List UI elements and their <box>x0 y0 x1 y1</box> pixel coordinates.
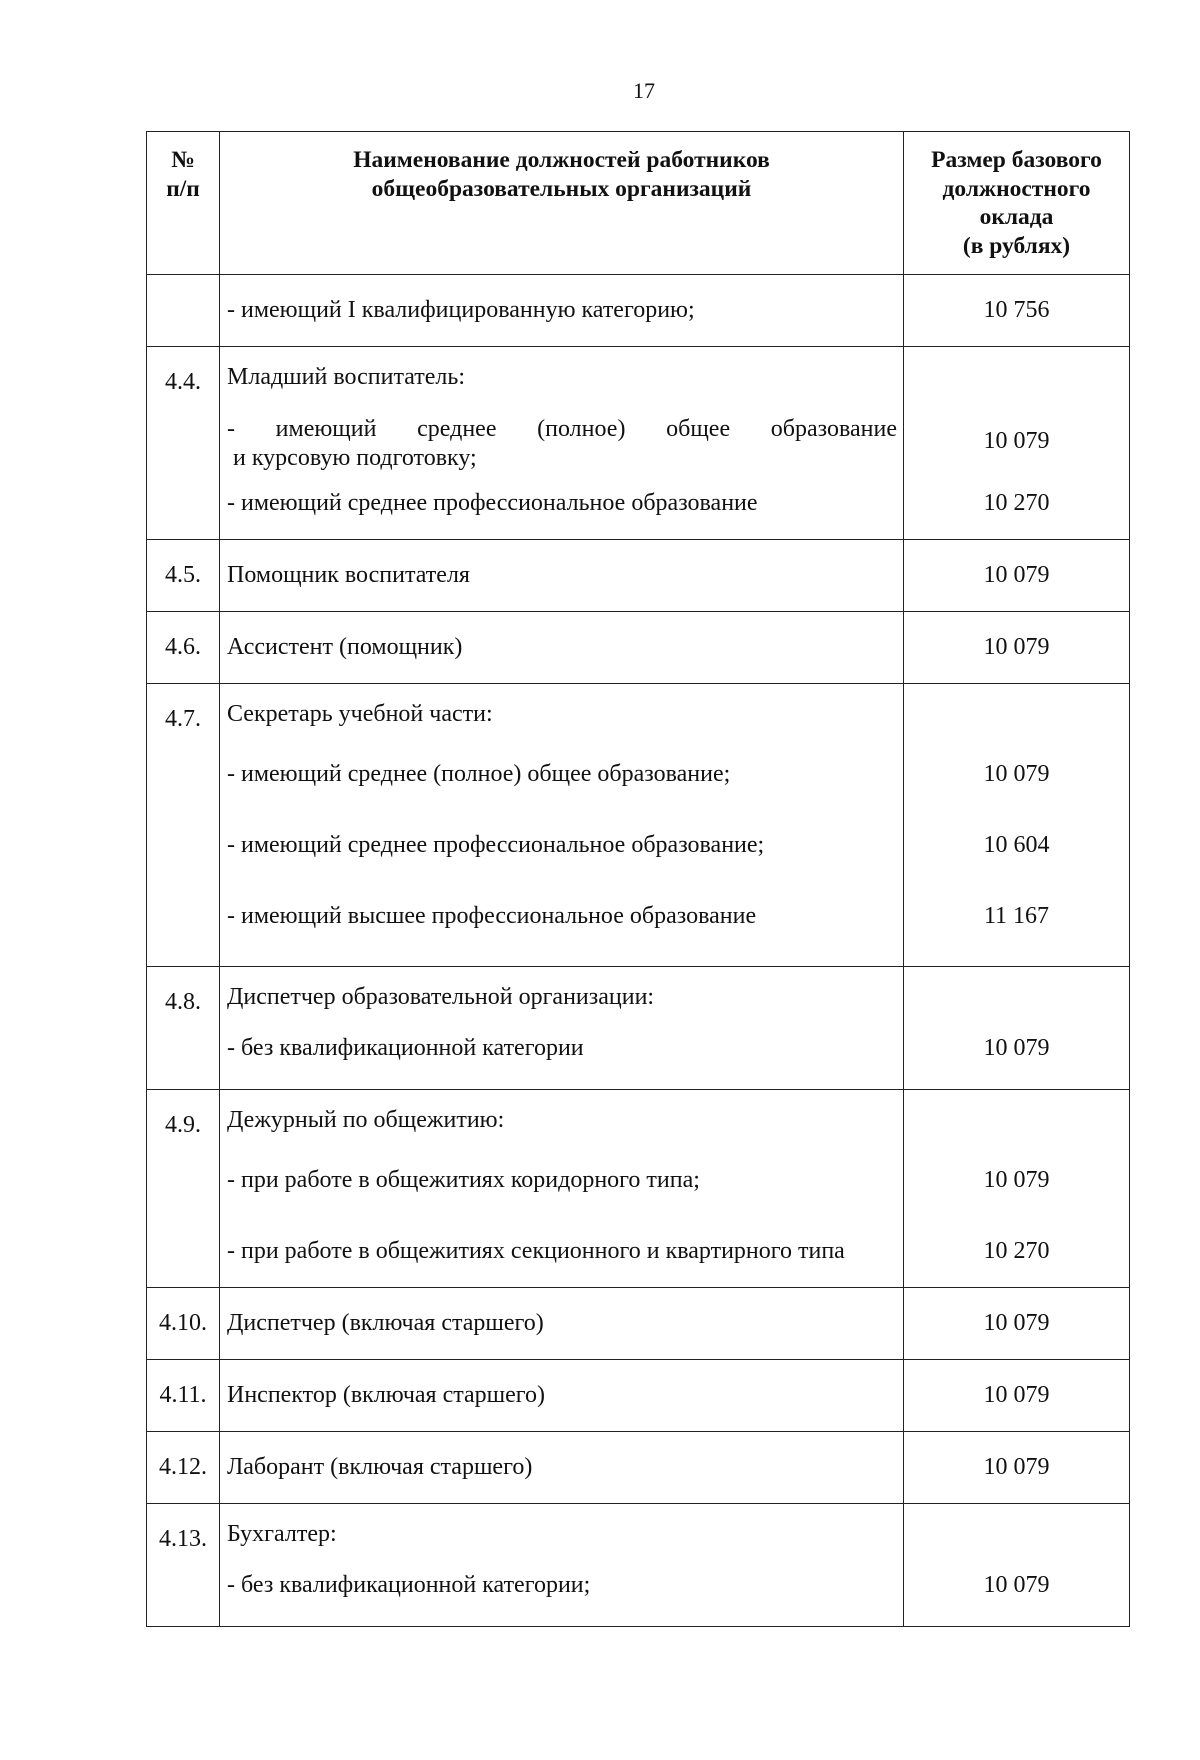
row-name-cell <box>220 540 904 612</box>
row-number-cell <box>147 967 220 1090</box>
table-row <box>147 1432 1130 1504</box>
row-title: Ассистент (помощник) <box>227 634 463 660</box>
row-number: 4.5. <box>165 562 201 588</box>
header-number-symbol: № <box>171 147 195 173</box>
row-value: 10 079 <box>983 761 1050 787</box>
header-number-abbrev: п/п <box>166 175 200 202</box>
row-name-cell <box>220 347 904 540</box>
row-name-cell <box>220 1288 904 1360</box>
row-number: 4.11. <box>159 1382 207 1408</box>
row-name-cell <box>220 684 904 967</box>
row-value: 10 079 <box>983 1572 1050 1598</box>
table-header-row <box>147 132 1130 275</box>
salary-table <box>146 131 1130 1627</box>
row-value: 10 270 <box>983 1238 1050 1264</box>
row-number-cell <box>147 1504 220 1627</box>
table-row <box>147 1504 1130 1627</box>
row-number-cell <box>147 347 220 540</box>
row-name-cell <box>220 1090 904 1288</box>
row-value-cell <box>904 684 1130 967</box>
row-value-cell <box>904 1432 1130 1504</box>
row-title: Помощник воспитателя <box>227 562 470 588</box>
header-value-line2: должностного <box>942 175 1091 202</box>
row-value: 10 756 <box>983 297 1050 323</box>
table-row <box>147 347 1130 540</box>
row-number: 4.8. <box>165 989 201 1015</box>
header-value-line4: (в рублях) <box>962 232 1071 259</box>
row-item-text: - без квалификационной категории; <box>227 1572 591 1598</box>
row-value: 10 079 <box>983 562 1050 588</box>
row-title: Секретарь учебной части: <box>227 701 493 727</box>
table-row <box>147 684 1130 967</box>
row-value-cell <box>904 275 1130 347</box>
header-value-column <box>904 132 1130 275</box>
table-row <box>147 540 1130 612</box>
row-value-cell <box>904 1360 1130 1432</box>
row-number: 4.13. <box>159 1526 207 1552</box>
row-value-cell <box>904 1504 1130 1627</box>
row-title: Бухгалтер: <box>227 1521 337 1547</box>
row-value-spacer <box>904 347 1129 407</box>
row-title: Диспетчер (включая старшего) <box>227 1310 544 1336</box>
row-value: 10 604 <box>983 832 1050 858</box>
row-title: Инспектор (включая старшего) <box>227 1382 546 1408</box>
row-name-cell <box>220 967 904 1090</box>
row-item-text: - при работе в общежитиях коридорного типа; <box>227 1167 700 1193</box>
row-number: 4.10. <box>159 1310 207 1336</box>
row-item-text: - имеющий I квалифицированную категорию; <box>227 297 695 323</box>
header-name-line1: Наименование должностей работников <box>353 147 770 173</box>
row-name-cell <box>220 612 904 684</box>
row-value-spacer <box>904 967 1129 1022</box>
row-item-two-line <box>220 407 903 475</box>
row-title: Младший воспитатель: <box>227 364 465 390</box>
row-title: Лаборант (включая старшего) <box>227 1454 533 1480</box>
row-value-cell <box>904 1090 1130 1288</box>
row-number: 4.4. <box>165 369 201 395</box>
row-value: 10 270 <box>983 490 1050 516</box>
row-number-cell <box>147 1360 220 1432</box>
table-row <box>147 1360 1130 1432</box>
row-name-cell <box>220 1504 904 1627</box>
header-value-line3: оклада <box>979 204 1054 231</box>
row-name-cell <box>220 1360 904 1432</box>
row-item-text: - имеющий среднее (полное) общее образование; <box>227 761 731 787</box>
row-value-cell <box>904 347 1130 540</box>
row-item-text: - имеющий среднее профессиональное образование; <box>227 832 765 858</box>
row-item-text: - имеющий высшее профессиональное образование <box>227 903 757 929</box>
table-row <box>147 1288 1130 1360</box>
row-value-spacer <box>904 1090 1129 1145</box>
row-number-cell <box>147 1432 220 1504</box>
table-row <box>147 967 1130 1090</box>
table-row <box>147 1090 1130 1288</box>
row-number: 4.9. <box>165 1112 201 1138</box>
row-value: 10 079 <box>983 634 1050 660</box>
table-row <box>147 612 1130 684</box>
row-title: Диспетчер образовательной организации: <box>227 984 655 1010</box>
row-item-line2: и курсовую подготовку; <box>233 445 477 471</box>
row-number-cell <box>147 612 220 684</box>
row-value-cell <box>904 612 1130 684</box>
row-item-line1: - имеющий среднее (полное) общее образование <box>227 416 897 442</box>
row-number-cell <box>147 1288 220 1360</box>
row-item-text: - имеющий среднее профессиональное образование <box>227 490 758 516</box>
row-number: 4.6. <box>165 634 201 660</box>
row-number-cell <box>147 684 220 967</box>
row-value-spacer <box>904 1504 1129 1559</box>
row-value: 10 079 <box>983 1382 1050 1408</box>
page-number: 17 <box>633 78 655 103</box>
row-item-text: - при работе в общежитиях секционного и квартирного типа <box>227 1238 845 1264</box>
row-item-text: - без квалификационной категории <box>227 1035 584 1061</box>
row-value-spacer <box>904 684 1129 739</box>
row-value-cell <box>904 967 1130 1090</box>
header-number-column <box>147 132 220 275</box>
row-value-cell <box>904 540 1130 612</box>
row-number-cell <box>147 1090 220 1288</box>
header-value-line1: Размер базового <box>931 147 1102 173</box>
row-value: 10 079 <box>983 1167 1050 1193</box>
row-name-cell <box>220 1432 904 1504</box>
header-name-line2: общеобразовательных организаций <box>371 175 752 202</box>
row-value: 11 167 <box>983 903 1050 929</box>
row-number: 4.7. <box>165 706 201 732</box>
row-number: 4.12. <box>159 1454 207 1480</box>
header-name-column <box>220 132 904 275</box>
row-number-cell <box>147 275 220 347</box>
row-value: 10 079 <box>983 428 1050 454</box>
row-value: 10 079 <box>983 1035 1050 1061</box>
table-row <box>147 275 1130 347</box>
row-title: Дежурный по общежитию: <box>227 1107 505 1133</box>
row-value: 10 079 <box>983 1310 1050 1336</box>
row-value-cell <box>904 1288 1130 1360</box>
row-number-cell <box>147 540 220 612</box>
row-name-cell <box>220 275 904 347</box>
row-value: 10 079 <box>983 1454 1050 1480</box>
